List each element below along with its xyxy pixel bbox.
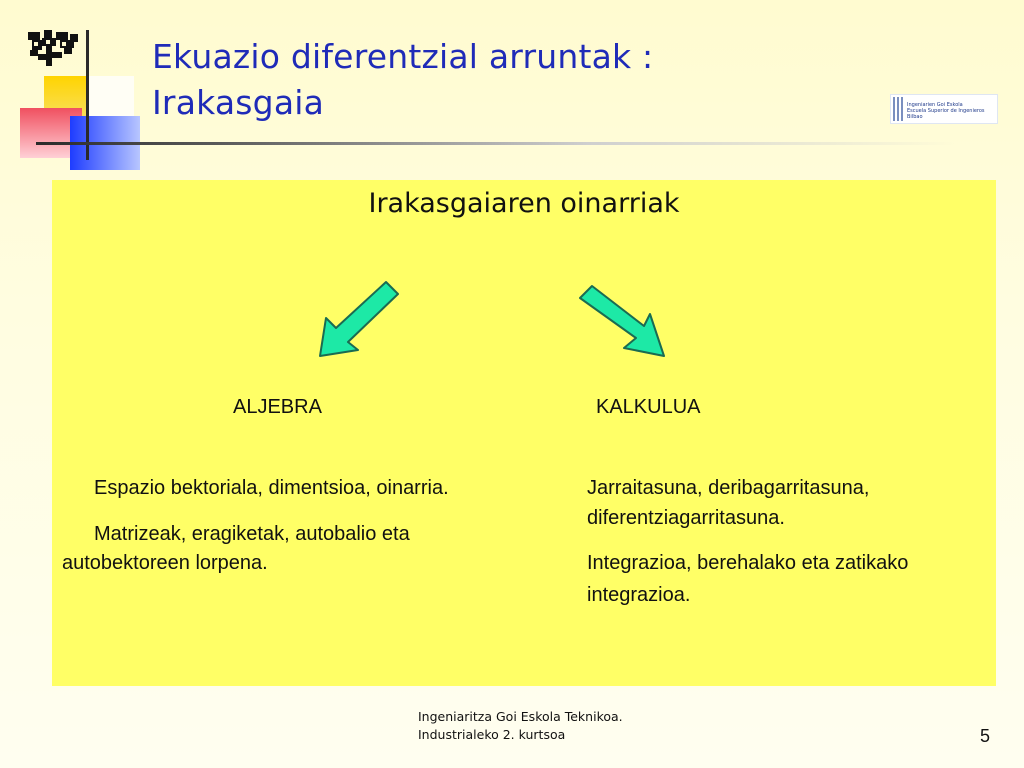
kalkulua-item-1-line-1: Jarraitasuna, deribagarritasuna, — [587, 477, 870, 499]
page-number: 5 — [980, 726, 991, 746]
label-kalkulua: KALKULUA — [596, 396, 701, 418]
panel-heading: Irakasgaiaren oinarriak — [368, 188, 680, 219]
arrow-down-right-icon — [570, 280, 670, 362]
university-emblem-icon — [26, 28, 82, 70]
footer-line-2: Industrialeko 2. kurtsoa — [418, 727, 566, 742]
label-aljebra: ALJEBRA — [233, 396, 322, 418]
arrow-down-left-icon — [310, 278, 406, 362]
school-logo-bars-icon — [893, 97, 903, 121]
footer-line-1: Ingeniaritza Goi Eskola Teknikoa. — [418, 709, 623, 724]
page-title-line-2: Irakasgaia — [152, 83, 325, 122]
kalkulua-item-1-line-2: diferentziagarritasuna. — [587, 507, 785, 529]
decorative-vertical-line — [86, 30, 89, 160]
school-logo-line-1: Ingeniarien Goi Eskola — [907, 102, 963, 108]
kalkulua-item-2-line-2: integrazioa. — [587, 584, 691, 606]
school-logo-line-3: Bilbao — [907, 114, 923, 120]
logo-block-white — [86, 76, 134, 116]
aljebra-item-2-line-1: Matrizeak, eragiketak, autobalio eta — [94, 523, 410, 545]
page-title — [152, 34, 852, 126]
aljebra-item-1: Espazio bektoriala, dimentsioa, oinarria. — [94, 477, 449, 499]
footer — [418, 708, 623, 744]
school-logo-line-2: Escuela Superior de Ingenieros — [907, 108, 985, 114]
kalkulua-item-2-line-1: Integrazioa, berehalako eta zatikako — [587, 552, 909, 574]
content-panel — [52, 180, 996, 686]
page-title-line-1: Ekuazio diferentzial arruntak : — [152, 37, 654, 76]
aljebra-item-2-line-2: autobektoreen lorpena. — [62, 552, 268, 574]
title-underline — [36, 142, 956, 145]
school-logo — [890, 94, 998, 124]
